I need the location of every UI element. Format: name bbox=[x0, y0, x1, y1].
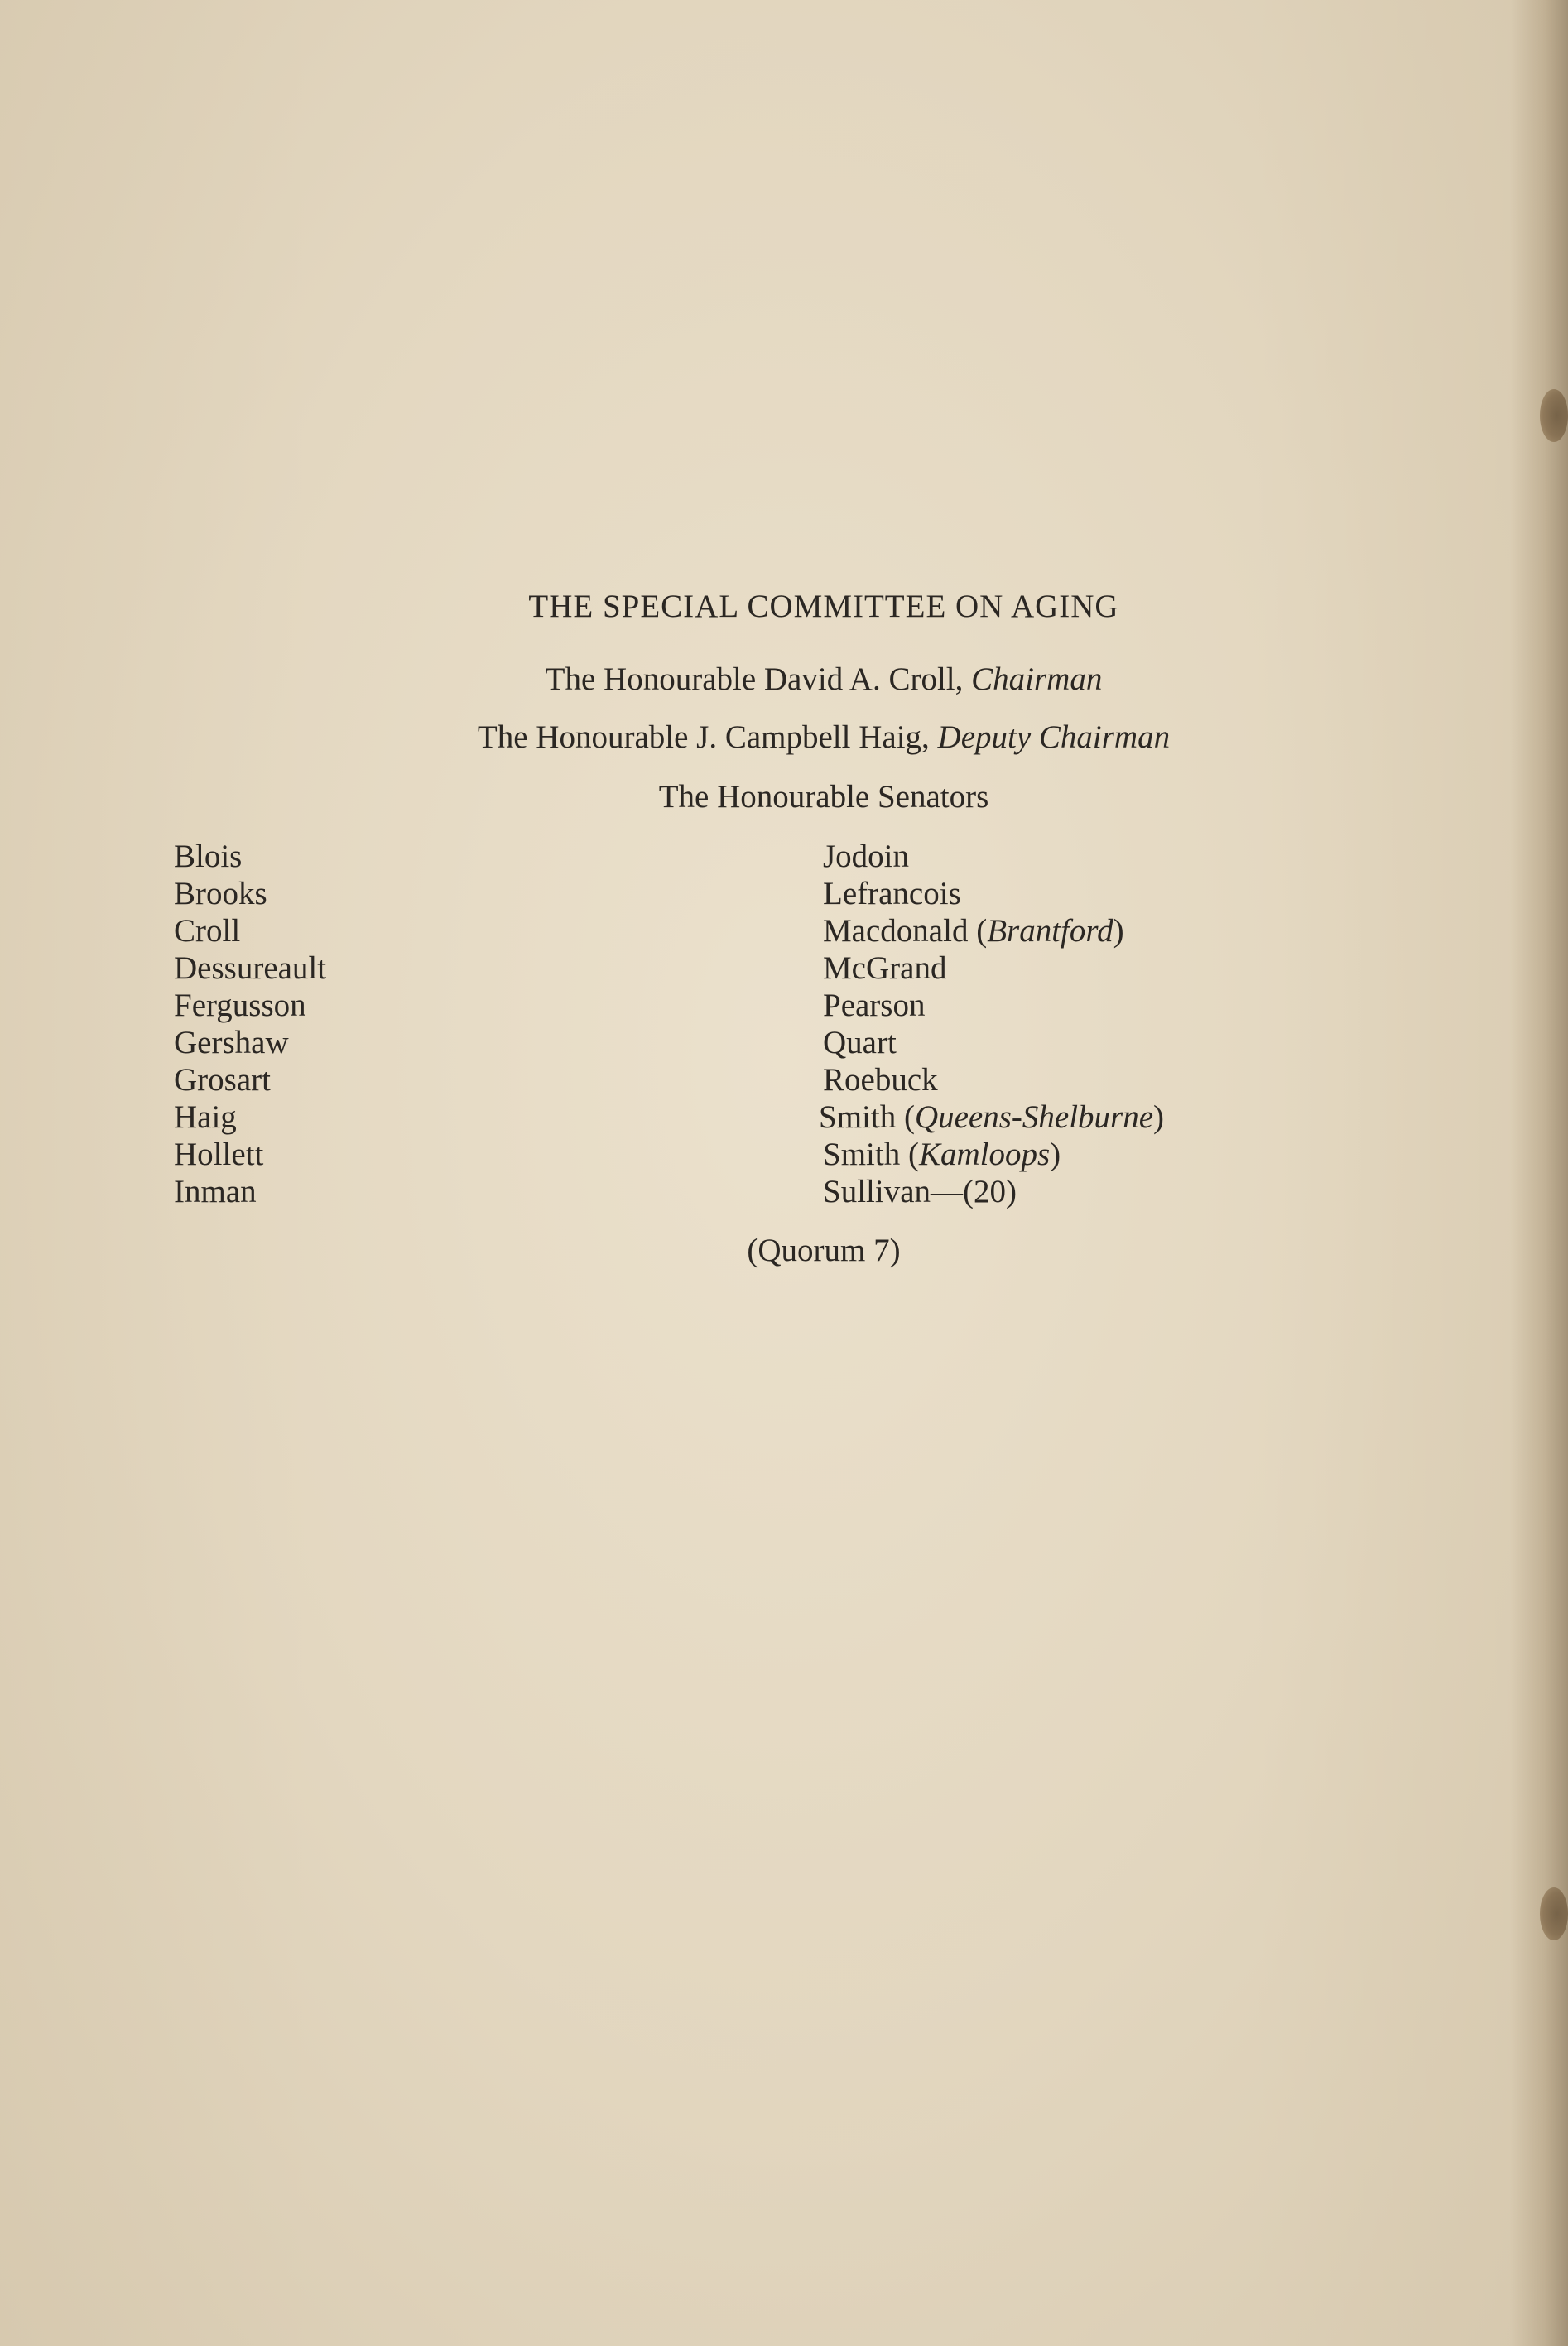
deputy-chairman-role: Deputy Chairman bbox=[937, 719, 1171, 755]
senator-riding: Kamloops bbox=[918, 1137, 1051, 1172]
senator-name: Macdonald bbox=[823, 913, 977, 949]
senator-name: Brooks bbox=[174, 876, 267, 911]
binding-hole-bottom bbox=[1540, 1887, 1568, 1940]
binding-hole-top bbox=[1540, 389, 1568, 442]
senator-riding: Brantford bbox=[987, 913, 1113, 949]
senators-list-right bbox=[819, 838, 1165, 1210]
senators-list-left bbox=[174, 838, 326, 1210]
senator-name: Hollett bbox=[174, 1137, 264, 1172]
senator-name: Pearson bbox=[823, 988, 926, 1023]
senator-entry bbox=[823, 1136, 1164, 1173]
paren-open: ( bbox=[903, 1099, 915, 1135]
chairman-name: The Honourable David A. Croll, bbox=[545, 661, 972, 697]
paren-close: ) bbox=[1113, 913, 1124, 949]
quorum-note: (Quorum 7) bbox=[747, 1233, 901, 1268]
paren-close: ) bbox=[1050, 1137, 1061, 1172]
senator-entry bbox=[823, 949, 1164, 987]
senator-entry bbox=[823, 1173, 1164, 1210]
senator-riding: Queens-Shelburne bbox=[914, 1099, 1154, 1135]
paren-open: ( bbox=[976, 913, 988, 949]
senator-entry bbox=[823, 1024, 1164, 1061]
senator-name: Dessureault bbox=[174, 950, 327, 986]
senator-entry bbox=[823, 838, 1164, 875]
senator-entry bbox=[823, 987, 1164, 1024]
senator-name: Smith bbox=[823, 1137, 908, 1172]
chairman-line bbox=[0, 661, 1568, 698]
senator-name: Grosart bbox=[174, 1062, 271, 1098]
senator-name: Roebuck bbox=[823, 1062, 938, 1098]
senator-name: Lefrancois bbox=[823, 876, 961, 911]
deputy-chairman-name: The Honourable J. Campbell Haig, bbox=[477, 719, 938, 755]
senator-entry bbox=[823, 912, 1164, 949]
chairman-role: Chairman bbox=[971, 661, 1103, 697]
senator-name: Quart bbox=[823, 1025, 897, 1060]
senator-name: Blois bbox=[174, 839, 243, 874]
deputy-chairman-line bbox=[0, 719, 1568, 756]
paren-open: ( bbox=[907, 1137, 919, 1172]
senator-name: Haig bbox=[174, 1099, 237, 1135]
senator-name: Smith bbox=[819, 1099, 904, 1135]
senator-name: Croll bbox=[174, 913, 241, 949]
senator-name: Fergusson bbox=[174, 988, 306, 1023]
senator-name: Inman bbox=[174, 1174, 257, 1209]
senator-entry bbox=[823, 875, 1164, 912]
senator-name: McGrand bbox=[823, 950, 947, 986]
paren-close: ) bbox=[1153, 1099, 1165, 1135]
senator-entry bbox=[823, 1061, 1164, 1098]
senator-name: Sullivan—(20) bbox=[823, 1174, 1017, 1209]
committee-title: THE SPECIAL COMMITTEE ON AGING bbox=[528, 589, 1119, 624]
senator-entry bbox=[819, 1098, 1164, 1136]
senator-name: Gershaw bbox=[174, 1025, 289, 1060]
senators-heading: The Honourable Senators bbox=[658, 779, 989, 815]
senator-name: Jodoin bbox=[823, 839, 910, 874]
